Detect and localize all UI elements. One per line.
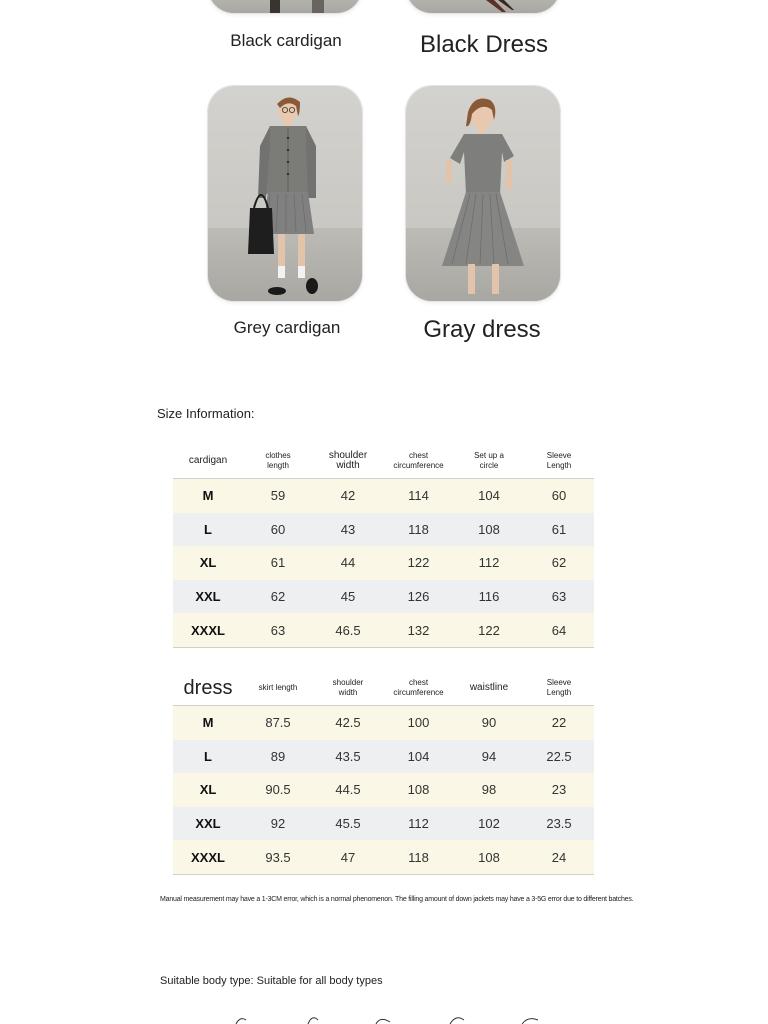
table-cell: 108: [383, 773, 454, 807]
table-cell: 112: [454, 546, 524, 580]
table-cell: 87.5: [243, 706, 313, 740]
dress-size-table: [173, 671, 594, 875]
table-cell: 24: [524, 840, 594, 874]
cardigan-header-title: cardigan: [188, 455, 228, 466]
table-cell: 108: [454, 513, 524, 547]
gray-dress-caption: Gray dress: [423, 316, 541, 343]
size-cell: L: [173, 740, 243, 774]
size-cell: M: [173, 706, 243, 740]
table-cell: 43: [313, 513, 383, 547]
table-row: [173, 513, 594, 547]
table-cell: 60: [524, 479, 594, 513]
table-row: [173, 479, 594, 513]
table-cell: 45: [313, 580, 383, 614]
dress-header-row: [173, 671, 594, 706]
cardigan-header-row: [173, 444, 594, 479]
table-cell: 89: [243, 740, 313, 774]
table-cell: 90: [454, 706, 524, 740]
header-skirt-length-text: skirt length: [258, 683, 298, 692]
table-cell: 126: [383, 580, 454, 614]
header-sleeve-length-text: Sleeve Length: [546, 451, 572, 470]
table-cell: 23: [524, 773, 594, 807]
measurement-note: Manual measurement may have a 1-3CM error, which is a normal phenomenon. The filling amount of down jackets may have a 3-5G error due to different batches.: [160, 896, 634, 903]
table-cell: 47: [313, 840, 383, 874]
table-cell: 108: [454, 840, 524, 874]
table-cell: 112: [383, 807, 454, 841]
table-cell: 118: [383, 840, 454, 874]
table-row: [173, 807, 594, 841]
table-cell: 132: [383, 613, 454, 647]
table-cell: 23.5: [524, 807, 594, 841]
gray-dress-figure: [406, 86, 560, 301]
size-cell: XXL: [173, 580, 243, 614]
header-shoulder-width-text: shoulder width: [332, 678, 364, 697]
table-row: [173, 546, 594, 580]
table-cell: 98: [454, 773, 524, 807]
table-cell: 104: [454, 479, 524, 513]
header-set-up-circle-text: Set up a circle: [474, 451, 504, 470]
body-type-silhouettes: [200, 1012, 560, 1024]
header-clothes-length: [243, 444, 313, 479]
black-dress-caption: Black Dress: [419, 31, 549, 58]
table-cell: 122: [383, 546, 454, 580]
dress-header-title: dress: [183, 677, 233, 699]
table-cell: 100: [383, 706, 454, 740]
header-waistline-text: waistline: [469, 682, 509, 693]
black-cardigan-caption: Black cardigan: [230, 31, 342, 50]
black-cardigan-figure: [208, 0, 362, 13]
table-cell: 92: [243, 807, 313, 841]
size-info-title: Size Information:: [157, 406, 255, 421]
size-cell: L: [173, 513, 243, 547]
header-skirt-length: [243, 671, 313, 706]
table-cell: 61: [524, 513, 594, 547]
black-dress-photo: [406, 0, 560, 13]
black-cardigan-photo: [208, 0, 362, 13]
table-cell: 42: [313, 479, 383, 513]
header-shoulder-width-text: shoulder width: [328, 450, 368, 471]
header-waistline: [454, 671, 524, 706]
header-shoulder-width: [313, 671, 383, 706]
size-cell: XL: [173, 773, 243, 807]
table-cell: 118: [383, 513, 454, 547]
table-row: [173, 613, 594, 647]
table-cell: 94: [454, 740, 524, 774]
table-cell: 104: [383, 740, 454, 774]
header-chest-circumference: [383, 671, 454, 706]
grey-cardigan-photo: [208, 86, 362, 301]
table-cell: 59: [243, 479, 313, 513]
table-cell: 62: [243, 580, 313, 614]
header-sleeve-length: [524, 444, 594, 479]
header-chest-circumference: [383, 444, 454, 479]
table-cell: 90.5: [243, 773, 313, 807]
cardigan-size-table: [173, 444, 594, 648]
gray-dress-photo: [406, 86, 560, 301]
header-shoulder-width: [313, 444, 383, 479]
grey-cardigan-caption: Grey cardigan: [233, 318, 341, 337]
table-cell: 61: [243, 546, 313, 580]
table-cell: 43.5: [313, 740, 383, 774]
table-row: [173, 840, 594, 874]
table-cell: 42.5: [313, 706, 383, 740]
table-cell: 64: [524, 613, 594, 647]
table-row: [173, 740, 594, 774]
table-cell: 46.5: [313, 613, 383, 647]
table-cell: 44.5: [313, 773, 383, 807]
table-cell: 63: [243, 613, 313, 647]
table-cell: 93.5: [243, 840, 313, 874]
table-cell: 44: [313, 546, 383, 580]
table-cell: 122: [454, 613, 524, 647]
table-cell: 62: [524, 546, 594, 580]
table-cell: 116: [454, 580, 524, 614]
table-cell: 63: [524, 580, 594, 614]
table-row: [173, 706, 594, 740]
header-chest-circumference-text: chest circumference: [393, 451, 444, 470]
size-cell: M: [173, 479, 243, 513]
header-sleeve-length-text: Sleeve Length: [546, 678, 572, 697]
table-cell: 102: [454, 807, 524, 841]
grey-cardigan-figure: [208, 86, 362, 301]
size-cell: XXXL: [173, 613, 243, 647]
table-cell: 114: [383, 479, 454, 513]
table-cell: 45.5: [313, 807, 383, 841]
table-row: [173, 773, 594, 807]
header-clothes-length-text: clothes length: [265, 451, 291, 470]
header-chest-circumference-text: chest circumference: [393, 678, 444, 697]
table-cell: 22: [524, 706, 594, 740]
black-dress-figure: [406, 0, 560, 13]
table-cell: 60: [243, 513, 313, 547]
size-cell: XXXL: [173, 840, 243, 874]
size-cell: XL: [173, 546, 243, 580]
table-cell: 22.5: [524, 740, 594, 774]
header-sleeve-length: [524, 671, 594, 706]
body-type-text: Suitable body type: Suitable for all body types: [160, 975, 383, 987]
header-set-up-circle: [454, 444, 524, 479]
size-cell: XXL: [173, 807, 243, 841]
table-row: [173, 580, 594, 614]
